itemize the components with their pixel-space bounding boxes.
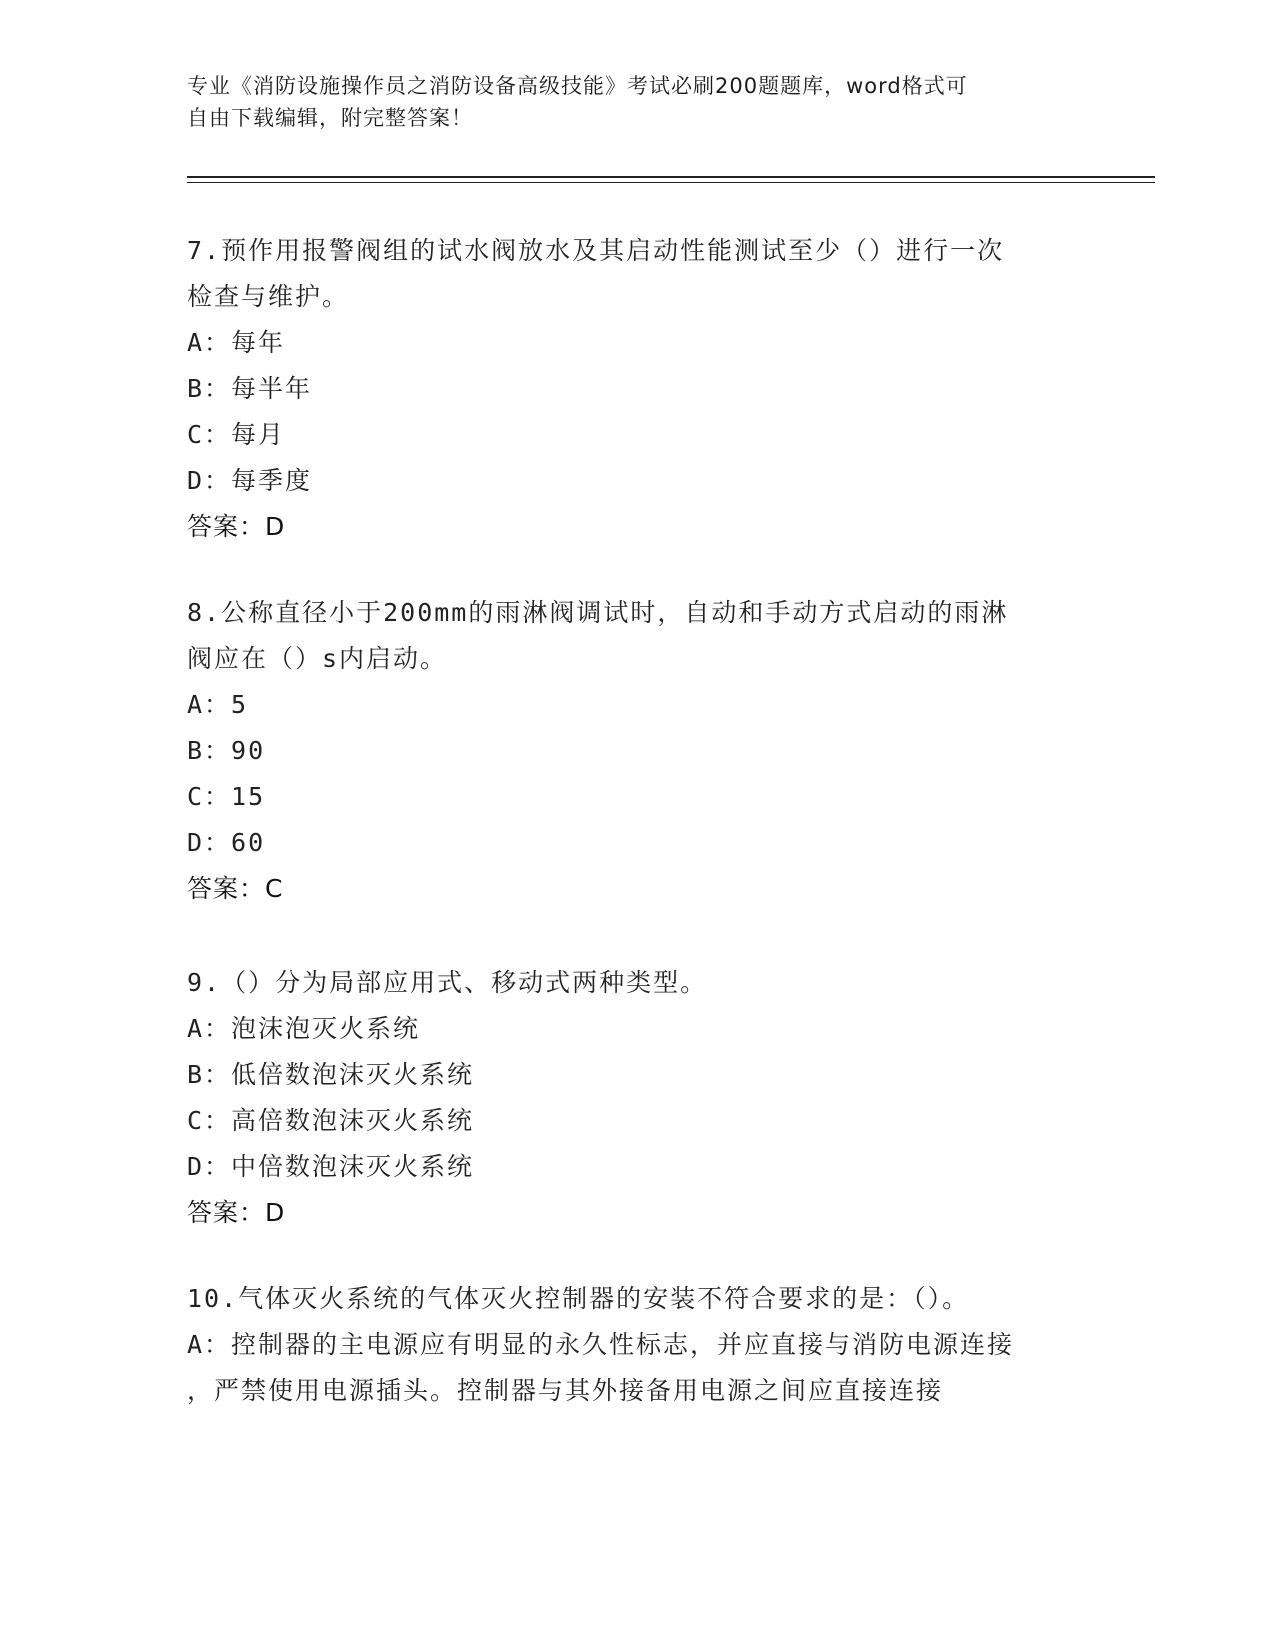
option-c: C：每月 bbox=[187, 420, 286, 449]
header-divider-thick bbox=[187, 176, 1155, 178]
option-a: A：5 bbox=[187, 690, 249, 719]
question-stem-line: 阀应在（）s内启动。 bbox=[187, 644, 448, 673]
option-a: A：泡沫泡灭火系统 bbox=[187, 1014, 421, 1043]
answer-label: 答案：C bbox=[187, 874, 284, 903]
question-stem-line: 检查与维护。 bbox=[187, 282, 350, 311]
option-a: A：控制器的主电源应有明显的永久性标志，并应直接与消防电源连接 bbox=[187, 1330, 1015, 1359]
option-c: C：高倍数泡沫灭火系统 bbox=[187, 1106, 475, 1135]
question-stem-line: 9.（）分为局部应用式、移动式两种类型。 bbox=[187, 968, 708, 997]
question-10 bbox=[187, 1276, 1087, 1414]
question-stem-line: 10.气体灭火系统的气体灭火控制器的安装不符合要求的是：（）。 bbox=[187, 1284, 970, 1313]
header-line-2: 自由下载编辑，附完整答案！ bbox=[187, 106, 473, 130]
option-c: C：15 bbox=[187, 782, 266, 811]
option-d: D：每季度 bbox=[187, 466, 313, 495]
header-divider-thin bbox=[187, 182, 1155, 183]
question-stem-line: 8.公称直径小于200mm的雨淋阀调试时，自动和手动方式启动的雨淋 bbox=[187, 598, 1009, 627]
option-b: B：90 bbox=[187, 736, 266, 765]
question-stem-line: 7.预作用报警阀组的试水阀放水及其启动性能测试至少（）进行一次 bbox=[187, 236, 1005, 265]
document-header bbox=[187, 70, 1067, 134]
question-8 bbox=[187, 590, 1087, 912]
question-9 bbox=[187, 960, 1087, 1236]
option-b: B：每半年 bbox=[187, 374, 313, 403]
option-a: A：每年 bbox=[187, 328, 286, 357]
option-d: D：60 bbox=[187, 828, 266, 857]
answer-label: 答案：D bbox=[187, 1198, 286, 1227]
question-7 bbox=[187, 228, 1087, 550]
option-b: B：低倍数泡沫灭火系统 bbox=[187, 1060, 475, 1089]
option-a-continued: ，严禁使用电源插头。控制器与其外接备用电源之间应直接连接 bbox=[187, 1376, 944, 1405]
header-line-1: 专业《消防设施操作员之消防设备高级技能》考试必刷200题题库，word格式可 bbox=[187, 74, 968, 98]
option-d: D：中倍数泡沫灭火系统 bbox=[187, 1152, 475, 1181]
answer-label: 答案：D bbox=[187, 512, 286, 541]
